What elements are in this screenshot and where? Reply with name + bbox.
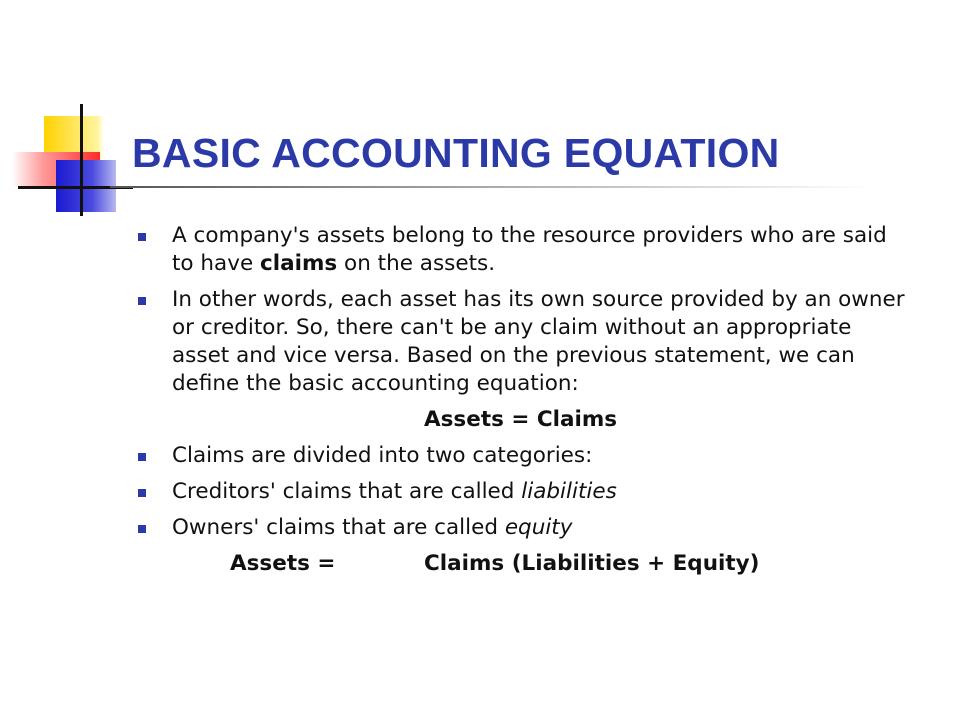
decor-vertical-line xyxy=(80,104,83,216)
equation-expanded xyxy=(132,550,912,580)
bullet-marker xyxy=(138,297,146,305)
bullet-owners-claims: Owners' claims that are called equity xyxy=(132,514,912,542)
equation-right: Claims (Liabilities + Equity) xyxy=(424,551,760,576)
bullet-creditors-claims: Creditors' claims that are called liabilities xyxy=(132,478,912,506)
bullet-marker xyxy=(138,525,146,533)
equation-left: Assets = xyxy=(230,551,336,576)
bullet-assets-claims: A company's assets belong to the resource providers who are said to have claims on the assets. xyxy=(132,222,912,278)
bullet-marker xyxy=(138,233,146,241)
bullet-marker xyxy=(138,453,146,461)
slide-title: BASIC ACCOUNTING EQUATION xyxy=(132,130,780,176)
title-underline xyxy=(110,186,870,188)
bullet-each-asset-source: In other words, each asset has its own source provided by an owner or creditor. So, there can't be any claim without an appropriate asset and vice versa. Based on the previous statement, we can define the basic accounting equation: xyxy=(132,286,912,398)
bullet-marker xyxy=(138,489,146,497)
bullet-claims-categories: Claims are divided into two categories: xyxy=(132,442,912,470)
slide-body xyxy=(132,222,912,588)
equation-assets-claims: Assets = Claims xyxy=(424,407,618,432)
